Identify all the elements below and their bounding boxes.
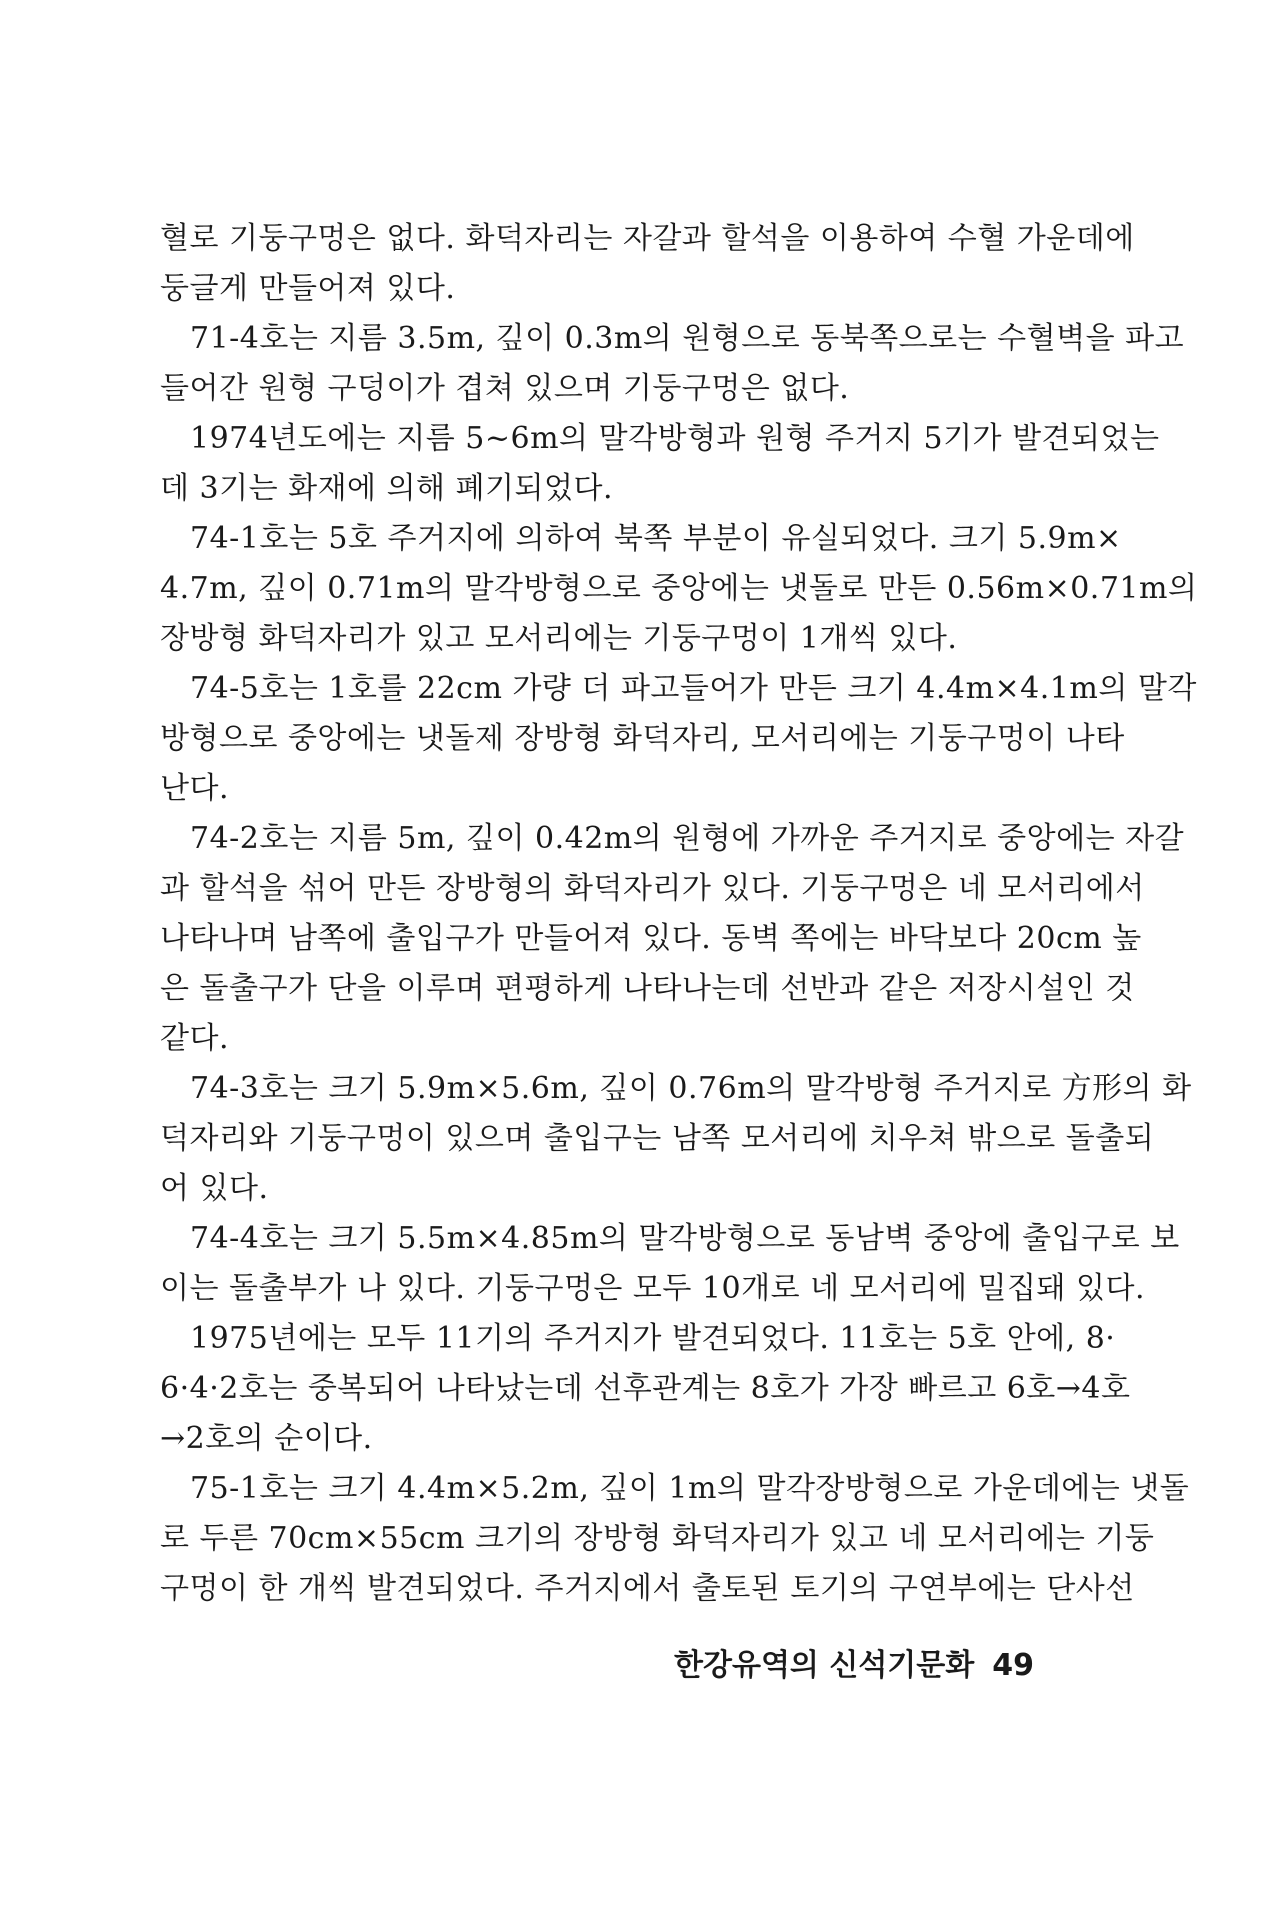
text-line: 71-4호는 지름 3.5m, 깊이 0.3m의 원형으로 동북쪽으로는 수혈벽을 파고 <box>190 321 1185 356</box>
text-line: 구멍이 한 개씩 발견되었다. 주거지에서 출토된 토기의 구연부에는 단사선 <box>160 1571 1135 1606</box>
text-line: 과 할석을 섞어 만든 장방형의 화덕자리가 있다. 기둥구멍은 네 모서리에서 <box>160 871 1145 906</box>
text-line: 덕자리와 기둥구멍이 있으며 출입구는 남쪽 모서리에 치우쳐 밖으로 돌출되 <box>160 1121 1155 1156</box>
page-footer <box>674 1640 1034 1684</box>
text-line: 로 두른 70cm×55cm 크기의 장방형 화덕자리가 있고 네 모서리에는 기둥 <box>160 1521 1155 1556</box>
running-title: 한강유역의 신석기문화 <box>674 1648 975 1683</box>
text-line: 이는 돌출부가 나 있다. 기둥구멍은 모두 10개로 네 모서리에 밀집돼 있다. <box>160 1271 1146 1306</box>
text-line: →2호의 순이다. <box>160 1421 373 1456</box>
text-line: 75-1호는 크기 4.4m×5.2m, 깊이 1m의 말각장방형으로 가운데에는 냇돌 <box>190 1471 1190 1506</box>
body-text <box>160 214 1198 1614</box>
text-line: 74-4호는 크기 5.5m×4.85m의 말각방형으로 동남벽 중앙에 출입구로 보 <box>190 1221 1180 1256</box>
text-line: 74-2호는 지름 5m, 깊이 0.42m의 원형에 가까운 주거지로 중앙에는 자갈 <box>190 821 1185 856</box>
text-line: 난다. <box>160 771 229 806</box>
text-line: 74-1호는 5호 주거지에 의하여 북쪽 부분이 유실되었다. 크기 5.9m× <box>190 521 1122 556</box>
text-line: 74-5호는 1호를 22cm 가량 더 파고들어가 만든 크기 4.4m×4.1m의 말각 <box>190 671 1197 706</box>
text-line: 은 돌출구가 단을 이루며 편평하게 나타나는데 선반과 같은 저장시설인 것 <box>160 971 1135 1006</box>
text-line: 같다. <box>160 1021 229 1056</box>
text-line: 들어간 원형 구덩이가 겹쳐 있으며 기둥구멍은 없다. <box>160 371 850 406</box>
text-line: 방형으로 중앙에는 냇돌제 장방형 화덕자리, 모서리에는 기둥구멍이 나타 <box>160 721 1125 756</box>
text-line: 6·4·2호는 중복되어 나타났는데 선후관계는 8호가 가장 빠르고 6호→4호 <box>160 1371 1131 1406</box>
text-line: 데 3기는 화재에 의해 폐기되었다. <box>160 471 614 506</box>
text-line: 어 있다. <box>160 1171 269 1206</box>
text-line: 4.7m, 깊이 0.71m의 말각방형으로 중앙에는 냇돌로 만든 0.56m×0.71m의 <box>160 571 1198 606</box>
text-line: 74-3호는 크기 5.9m×5.6m, 깊이 0.76m의 말각방형 주거지로 方形의 화 <box>190 1071 1192 1106</box>
text-line: 나타나며 남쪽에 출입구가 만들어져 있다. 동벽 쪽에는 바닥보다 20cm 높 <box>160 921 1142 956</box>
text-line: 1974년도에는 지름 5~6m의 말각방형과 원형 주거지 5기가 발견되었는 <box>190 421 1160 456</box>
text-line: 장방형 화덕자리가 있고 모서리에는 기둥구멍이 1개씩 있다. <box>160 621 958 656</box>
page-number: 49 <box>992 1648 1034 1683</box>
text-line: 혈로 기둥구멍은 없다. 화덕자리는 자갈과 할석을 이용하여 수혈 가운데에 <box>160 221 1135 256</box>
text-line: 1975년에는 모두 11기의 주거지가 발견되었다. 11호는 5호 안에, 8· <box>190 1321 1116 1356</box>
text-line: 둥글게 만들어져 있다. <box>160 271 456 306</box>
